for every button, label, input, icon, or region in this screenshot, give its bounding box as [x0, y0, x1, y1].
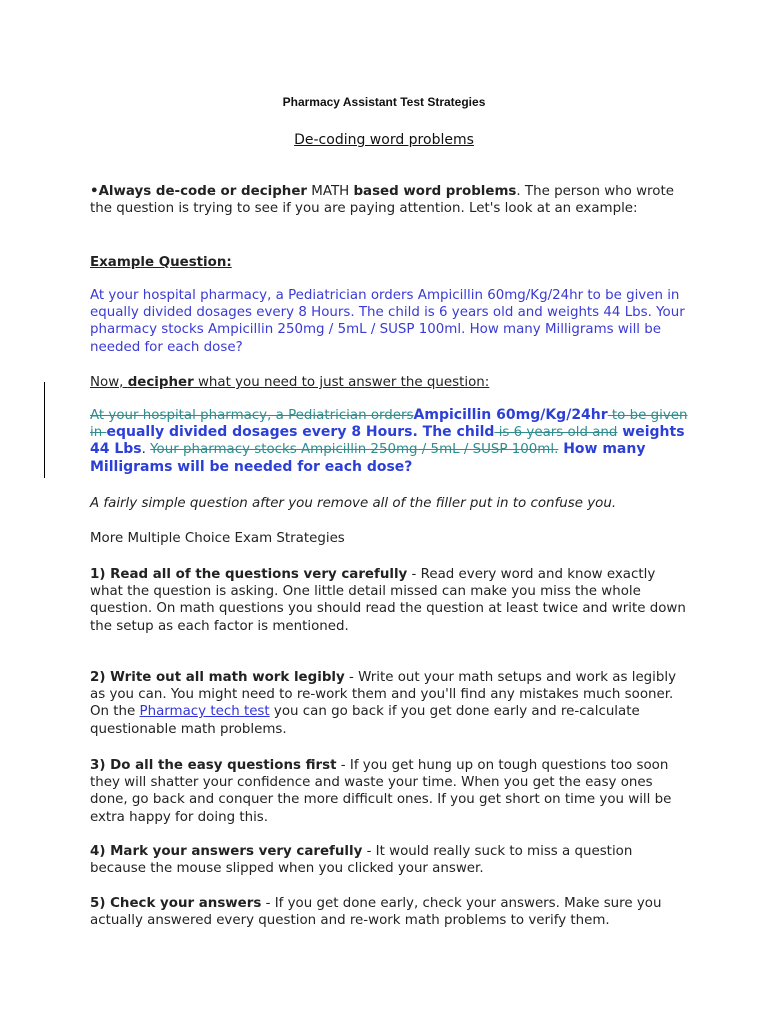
strategy-5-title: 5) Check your answers: [90, 896, 262, 911]
decipher-prefix: Now,: [90, 375, 128, 390]
strategy-1-title: 1) Read all of the questions very carefully: [90, 567, 408, 582]
strategy-2-text-before: - Write out your math setups and work as legibly as you can. You might need to re-work them and you'll find any mistakes much sooner. On the: [90, 670, 677, 720]
document-subtitle: De-coding word problems: [294, 132, 474, 148]
struck-text: At your hospital pharmacy, a Pediatrician orders: [90, 408, 414, 423]
strategy-4: [90, 843, 690, 877]
struck-text: is 6 years old and: [494, 425, 618, 441]
strategy-5-text: - If you get done early, check your answers. Make sure you actually answered every question and re-work math problems to verify them.: [90, 896, 662, 929]
bullet-glyph: •: [90, 184, 99, 199]
decipher-suffix: what you need to just answer the question:: [193, 375, 490, 390]
strategy-3-text: - If you get hung up on tough questions too soon they will shatter your confidence and waste your time. When you get the easy ones done, go back and conquer the more difficult ones. If you get short on time you will be extra happy for doing this.: [90, 758, 672, 825]
summary-sentence: A fairly simple question after you remove all of the filler put in to confuse you.: [90, 496, 617, 511]
deciphered-question: [90, 407, 690, 476]
pharmacy-tech-test-link[interactable]: Pharmacy tech test: [139, 704, 270, 720]
example-heading: Example Question:: [90, 255, 232, 270]
intro-rest: . The person who wrote the question is trying to see if you are paying attention. Let's look at an example:: [90, 184, 674, 217]
document-title: Pharmacy Assistant Test Strategies: [282, 95, 486, 109]
revision-bar: [44, 382, 45, 478]
intro-mid: MATH: [307, 184, 354, 199]
intro-bold-lead: Always de-code or decipher: [98, 184, 308, 199]
plain-punctuation: .: [141, 442, 151, 458]
key-fact: How many Milligrams will be needed for each dose?: [90, 441, 646, 475]
strategy-4-title: 4) Mark your answers very carefully: [90, 844, 363, 859]
strategy-1-text: - Read every word and know exactly what the question is asking. One little detail missed can make you miss the whole question. On math questions you should read the question at least twice and write down the setup as each factor is mentioned.: [90, 567, 686, 634]
strategies-heading: More Multiple Choice Exam Strategies: [90, 531, 345, 546]
decipher-bold: decipher: [127, 375, 194, 390]
strategy-1: [90, 566, 690, 635]
key-fact: equally divided dosages every 8 Hours. The child: [106, 424, 495, 441]
struck-text: Your pharmacy stocks Ampicillin 250mg / 5mL / SUSP 100ml.: [150, 442, 559, 458]
strategy-3: [90, 757, 690, 826]
strategy-2-title: 2) Write out all math work legibly: [90, 670, 345, 685]
strategy-3-title: 3) Do all the easy questions first: [90, 758, 337, 773]
example-question: At your hospital pharmacy, a Pediatrician orders Ampicillin 60mg/Kg/24hr to be given in equally divided dosages every 8 Hours. The child is 6 years old and weights 44 Lbs. Your pharmacy stocks Ampicillin 250mg / 5mL / SUSP 100ml. How many Milligrams will be needed for each dose?: [90, 288, 685, 355]
strategy-2: [90, 669, 690, 738]
intro-paragraph: [90, 183, 690, 217]
decipher-instruction: [90, 374, 690, 391]
struck-text: to be given in: [90, 408, 688, 441]
intro-bold-tail: based word problems: [353, 184, 517, 199]
strategy-4-text: - It would really suck to miss a question because the mouse slipped when you clicked your answer.: [90, 844, 633, 877]
key-fact: Ampicillin 60mg/Kg/24hr: [413, 407, 608, 423]
strategy-2-text-after: you can go back if you get done early and re-calculate questionable math problems.: [90, 704, 640, 737]
strategy-5: [90, 895, 690, 929]
key-fact: weights 44 Lbs: [90, 424, 685, 458]
